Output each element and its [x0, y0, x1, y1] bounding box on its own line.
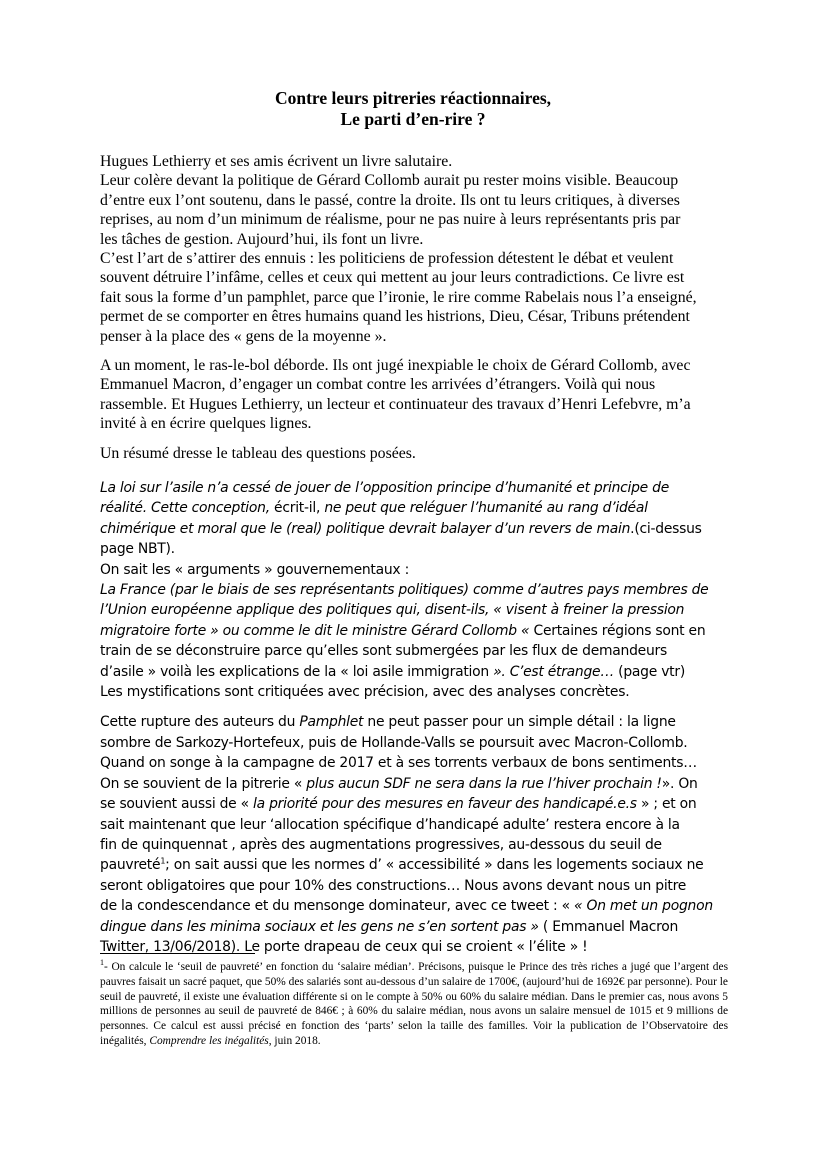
text: pauvreté: [100, 857, 161, 874]
para1-line: d’entre eux l’ont soutenu, dans le passé, contre la droite. Ils ont tu leurs critiques, à diverses: [100, 191, 680, 209]
footnote-book-title: Comprendre les inégalités: [149, 1034, 269, 1047]
para4-line: On sait les « arguments » gouvernementaux :: [100, 561, 409, 578]
italic-text: la priorité pour des mesures en faveur des handicapé.e.s: [253, 796, 637, 813]
para5-line: [100, 917, 730, 937]
para4-line: page NBT).: [100, 541, 175, 558]
para4-line: [100, 478, 730, 498]
para1-line: les tâches de gestion. Aujourd’hui, ils font un livre.: [100, 230, 424, 248]
para5-line: Twitter, 13/06/2018). Le porte drapeau de ceux qui se croient « l’élite » !: [100, 938, 588, 955]
italic-text: réalité. Cette conception,: [100, 500, 275, 517]
para4-line: [100, 600, 730, 620]
italic-text: ». C’est étrange…: [493, 663, 614, 680]
text: (page vtr): [614, 663, 685, 680]
text: Cette rupture des auteurs du: [100, 714, 300, 731]
para1-line: penser à la place des « gens de la moyenne ».: [100, 327, 387, 345]
footnote-number: 1: [100, 958, 104, 968]
text: » ; et on: [636, 796, 697, 813]
para4-line: [100, 621, 730, 641]
para4-line: [100, 498, 730, 518]
para1-line: fait sous la forme d’un pamphlet, parce que l’ironie, le rire comme Rabelais nous l’a enseigné,: [100, 288, 697, 306]
para4-line: [100, 662, 730, 682]
para4-line: [100, 580, 730, 600]
document-title: [100, 88, 726, 130]
para5-line: [100, 794, 730, 814]
title-line-1: Contre leurs pitreries réactionnaires,: [274, 88, 552, 108]
italic-text: plus aucun SDF ne sera dans la rue l’hiver prochain !: [306, 775, 662, 792]
italic-text: ne peut que reléguer l’humanité au rang d’idéal: [324, 500, 648, 517]
text: ( Emmanuel Macron: [538, 918, 679, 935]
para4-line: train de se déconstruire parce qu’elles sont submergées par les flux de demandeurs: [100, 643, 667, 660]
para1-line: Leur colère devant la politique de Gérard Collomb aurait pu rester moins visible. Beaucoup: [100, 172, 679, 190]
para5-line: seront obligatoires que pour 10% des constructions… Nous avons devant nous un pitre: [100, 877, 687, 894]
footnote-text: - On calcule le ‘seuil de pauvreté’ en fonction du ‘salaire médian’. Précisons, puisque le Prince des très riches a jugé que l’argent des pauvres faisait un sacré paquet, que 50% des salariés sont au-dessous d’un salaire de 1700€, (aujourd’hui de 1692€ par personne). Pour le seuil de pauvreté, il existe une évaluation différente si on le compte à 50% ou 60% du salaire médian. Dans le premier cas, nous avons 5 millions de personnes au seuil de pauvreté de 846€ ; à 60% du salaire médian, nous avons un salaire mensuel de 1015 et 9 millions de personnes. Ce calcul est aussi précisé en fonction des ‘parts’ selon la taille des familles. Voir la publication de l’Observatoire des inégalités,: [100, 961, 728, 1047]
para1-line: souvent détruire l’infâme, celles et ceux qui mettent au jour leurs contradictions. Ce livre est: [100, 269, 685, 287]
para2-line: Emmanuel Macron, d’engager un combat contre les arrivées d’étrangers. Voilà qui nous: [100, 376, 656, 394]
para5-line: Quand on songe à la campagne de 2017 et à ses torrents verbaux de bons sentiments…: [100, 755, 697, 772]
text: On se souvient de la pitrerie «: [100, 775, 307, 792]
para3-line: Un résumé dresse le tableau des questions posées.: [100, 444, 416, 462]
text: ne peut passer pour un simple détail : la ligne: [363, 714, 676, 731]
italic-text: « On met un pognon: [574, 898, 713, 915]
para5-line: sait maintenant que leur ‘allocation spécifique d’handicapé adulte’ restera encore à la: [100, 816, 680, 833]
title-line-2: Le parti d’en-rire ?: [340, 109, 486, 129]
footnote-text-end: , juin 2018.: [268, 1034, 321, 1047]
text: se souvient aussi de «: [100, 796, 254, 813]
para4-line: Les mystifications sont critiquées avec précision, avec des analyses concrètes.: [100, 684, 630, 701]
para5-line: sombre de Sarkozy-Hortefeux, puis de Hollande-Valls se poursuit avec Macron-Collomb.: [100, 734, 688, 751]
para1-line: Hugues Lethierry et ses amis écrivent un livre salutaire.: [100, 153, 453, 170]
footnote-ref[interactable]: 1: [160, 856, 166, 866]
para5-line: fin de quinquennat , après des augmentations progressives, au-dessous du seuil de: [100, 836, 662, 853]
para2-line: A un moment, le ras-le-bol déborde. Ils ont jugé inexpiable le choix de Gérard Collomb, avec: [100, 357, 691, 375]
italic-text: chimérique et moral que le (real) politique devrait balayer d’un revers de main: [100, 520, 631, 537]
text: d’asile » voilà les explications de la « loi asile immigration: [100, 663, 494, 680]
para1-line: permet de se comporter en êtres humains quand les histrions, Dieu, César, Tribuns prétendent: [100, 308, 690, 326]
para5-line: [100, 774, 730, 794]
text: ; on sait aussi que les normes d’ « accessibilité » dans les logements sociaux ne: [165, 857, 704, 874]
footnote: [100, 960, 728, 1049]
text: ». On: [661, 775, 698, 792]
italic-text: Pamphlet: [299, 714, 364, 731]
text: Certaines régions sont en: [529, 622, 706, 639]
para1-line: C’est l’art de s’attirer des ennuis : les politiciens de profession détestent le débat et veulent: [100, 250, 674, 268]
para2-line: rassemble. Et Hugues Lethierry, un lecteur et continuateur des travaux d’Henri Lefebvre, m’a: [100, 395, 691, 413]
text: écrit-il,: [274, 500, 325, 517]
text: de la condescendance et du mensonge dominateur, avec ce tweet : «: [100, 898, 575, 915]
italic-text: l’Union européenne applique des politiques qui, disent-ils, « visent à freiner la pression: [100, 602, 685, 619]
para1-line: reprises, au nom d’un minimum de réalisme, pour ne pas nuire à leurs représentants pris par: [100, 211, 681, 229]
body-text: [100, 152, 728, 463]
sans-text-block: [100, 478, 730, 957]
para5-line: [100, 712, 730, 732]
italic-text: La France (par le biais de ses représentants politiques) comme d’autres pays membres de: [100, 582, 709, 599]
italic-text: La loi sur l’asile n’a cessé de jouer de l’opposition principe d’humanité et principe de: [100, 480, 670, 496]
italic-text: dingue dans les minima sociaux et les gens ne s’en sortent pas »: [100, 918, 539, 935]
italic-text: migratoire forte » ou comme le dit le ministre Gérard Collomb «: [100, 622, 530, 639]
para5-line: [100, 855, 730, 875]
para4-line: [100, 519, 730, 539]
text: .(ci-dessus: [630, 520, 702, 537]
para2-line: invité à en écrire quelques lignes.: [100, 415, 312, 433]
footnote-separator: [100, 953, 255, 954]
para5-line: [100, 896, 730, 916]
